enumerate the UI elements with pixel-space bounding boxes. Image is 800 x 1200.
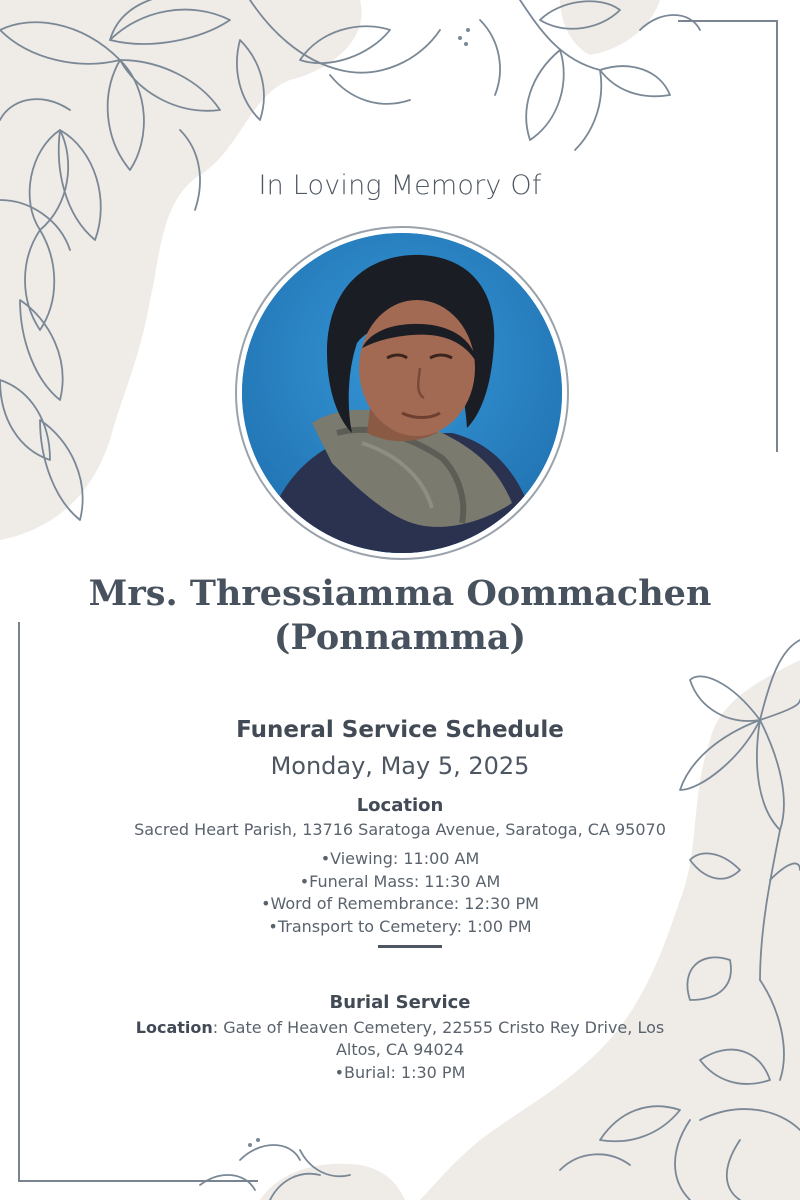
- funeral-schedule-list: [0, 848, 800, 938]
- funeral-date: Monday, May 5, 2025: [270, 752, 530, 780]
- burial-location-text: : Gate of Heaven Cemetery, 22555 Cristo Rey Drive, Los Altos, CA 94024: [212, 1018, 665, 1059]
- schedule-item-viewing: •Viewing: 11:00 AM: [320, 849, 480, 868]
- funeral-location-label: Location: [356, 795, 444, 816]
- frame-top-right-horizontal: [678, 20, 778, 22]
- portrait-illustration: [242, 233, 562, 553]
- burial-location-label: Location: [135, 1018, 213, 1037]
- deceased-name-line1: Mrs. Thressiamma Oommachen: [88, 573, 712, 614]
- portrait-photo: [242, 233, 562, 553]
- frame-bottom-left-horizontal: [18, 1180, 258, 1182]
- schedule-item-word-of-remembrance: •Word of Remembrance: 12:30 PM: [261, 894, 539, 913]
- burial-time: •Burial: 1:30 PM: [334, 1063, 466, 1082]
- schedule-item-funeral-mass: •Funeral Mass: 11:30 AM: [299, 871, 501, 891]
- deceased-name: [0, 572, 800, 660]
- deceased-name-line2: (Ponnamma): [273, 617, 527, 658]
- schedule-item-transport: •Transport to Cemetery: 1:00 PM: [268, 916, 532, 936]
- funeral-schedule-title: Funeral Service Schedule: [236, 717, 564, 743]
- memorial-heading: In Loving Memory Of: [258, 170, 542, 201]
- frame-top-right-vertical: [776, 20, 778, 452]
- burial-service-title: Burial Service: [329, 992, 471, 1013]
- section-divider: [378, 945, 442, 948]
- burial-location: [120, 1017, 680, 1061]
- funeral-location-address: Sacred Heart Parish, 13716 Saratoga Avenue, Saratoga, CA 95070: [134, 820, 666, 839]
